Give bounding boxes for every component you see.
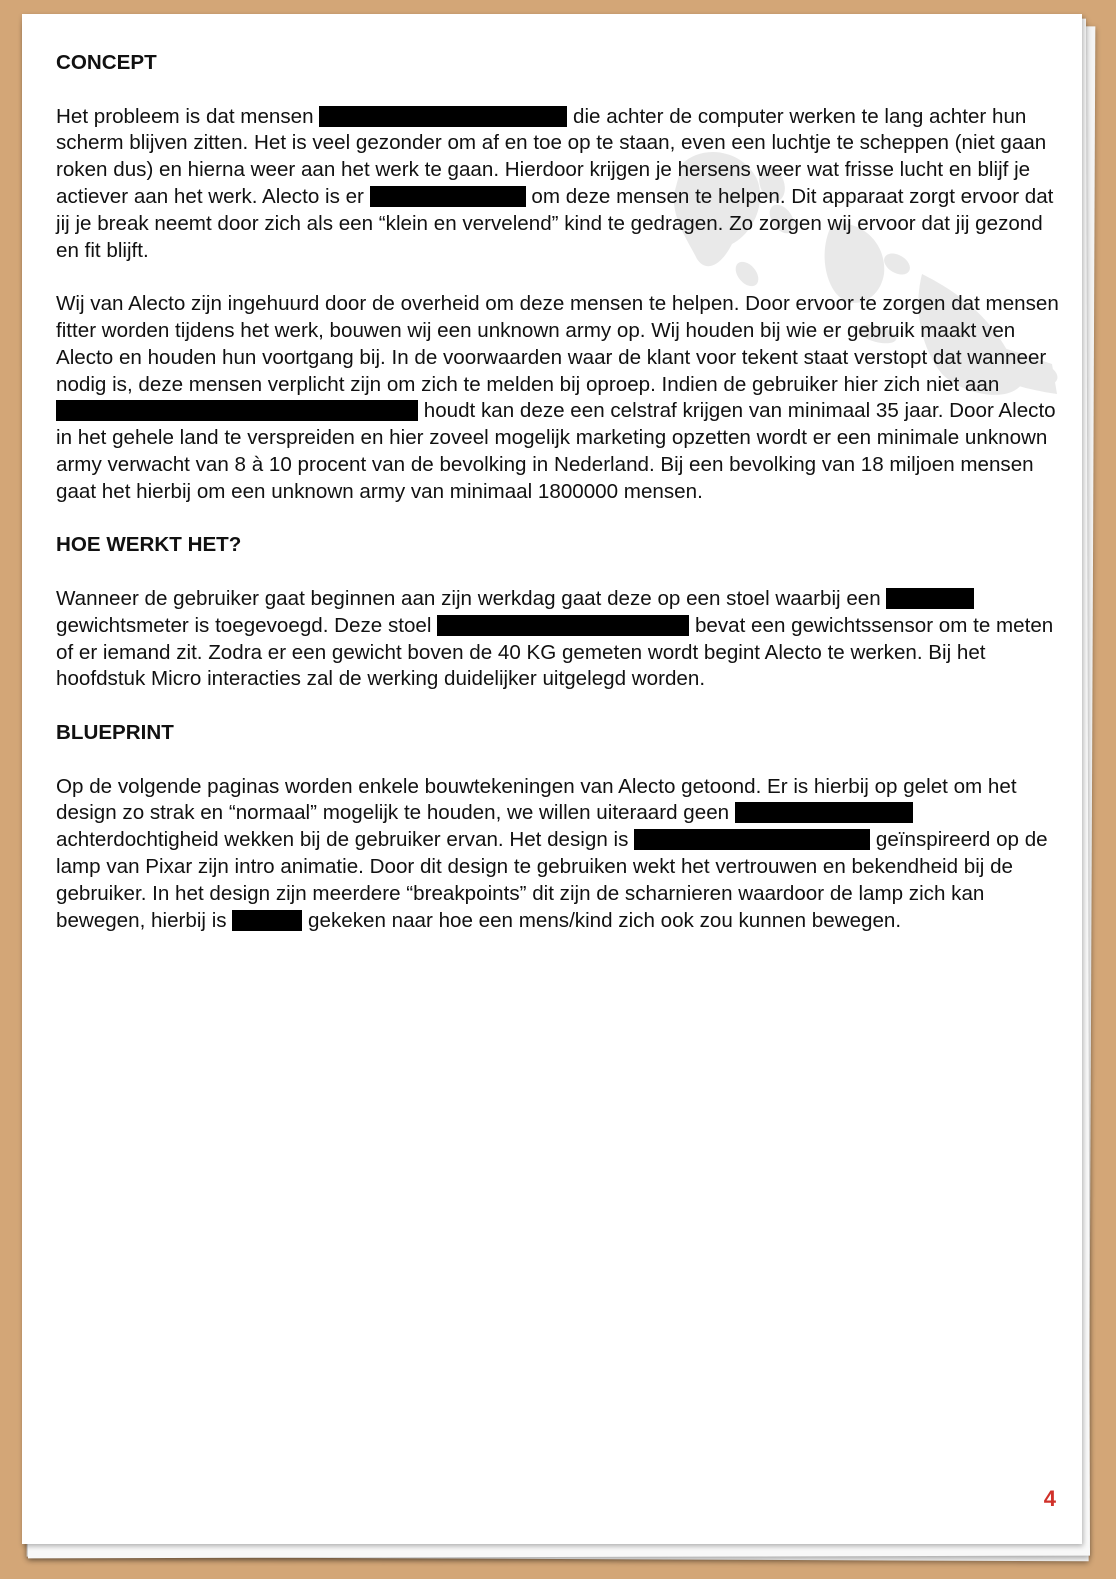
document-content <box>56 50 1066 934</box>
page-number: 4 <box>1043 1486 1056 1511</box>
concept-paragraph-2: Wij van Alecto zijn ingehuurd door de overheid om deze mensen te helpen. Door ervoor te zorgen dat mensen fitter worden tijdens het werk, bouwen wij een unknown army op. Wij houden bij wie er gebruik maakt ven Alecto en houden hun voortgang bij. In de voorwaarden waar de klant voor tekent staat verstopt dat wanneer nodig is, deze mensen verplicht zijn om zich te melden bij oproep. Indien de gebruiker hier zich niet aan houdt kan deze een celstraf krijgen van minimaal 35 jaar. Door Alecto in het gehele land te verspreiden en hier zoveel mogelijk marketing opzetten wordt er een minimale unknown army verwacht van 8 à 10 procent van de bevolking in Nederland. Bij een bevolking van 18 miljoen mensen gaat het hierbij om een unknown army van minimaal 1800000 mensen. <box>56 292 1059 503</box>
blueprint-paragraph: Op de volgende paginas worden enkele bouwtekeningen van Alecto getoond. Er is hierbij op gelet om het design zo strak en “normaal” mogelijk te houden, we willen uiteraard geen achterdochtigheid wekken bij de gebruiker ervan. Het design is geïnspireerd op de lamp van Pixar zijn intro animatie. Door dit design te gebruiken wekt het vertrouwen en bekendheid bij de gebruiker. In het design zijn meerdere “breakpoints” dit zijn de scharnieren waardoor de lamp zich kan bewegen, hierbij is gekeken naar hoe een mens/kind zich ook zou kunnen bewegen. <box>56 774 1048 932</box>
document-page <box>22 14 1082 1544</box>
redaction-bar <box>56 400 418 421</box>
section-heading-concept: CONCEPT <box>56 51 157 74</box>
redaction-bar <box>232 910 302 931</box>
redaction-bar <box>735 802 913 823</box>
redaction-bar <box>370 186 526 207</box>
section-heading-blueprint: BLUEPRINT <box>56 720 174 744</box>
redaction-bar <box>319 106 567 127</box>
section-heading-how: HOE WERKT HET? <box>56 533 242 557</box>
redaction-bar <box>634 829 870 850</box>
how-paragraph: Wanneer de gebruiker gaat beginnen aan zijn werkdag gaat deze op een stoel waarbij een gewichtsmeter is toegevoegd. Deze stoel bevat een gewichtssensor om te meten of er iemand zit. Zodra er een gewicht boven de 40 KG gemeten wordt begint Alecto te werken. Bij het hoofdstuk Micro interacties zal de werking duidelijker uitgelegd worden. <box>56 586 1054 691</box>
redaction-bar <box>437 615 689 636</box>
redaction-bar <box>886 588 974 609</box>
concept-paragraph-1: Het probleem is dat mensen die achter de computer werken te lang achter hun scherm blijven zitten. Het is veel gezonder om af en toe op te staan, even een luchtje te scheppen (niet gaan roken dus) en hierna weer aan het werk te gaan. Hierdoor krijgen je hersens weer wat frisse lucht en blijf je actiever aan het werk. Alecto is er om deze mensen te helpen. Dit apparaat zorgt ervoor dat jij je break neemt door zich als een “klein en vervelend” kind te gedragen. Zo zorgen wij ervoor dat jij gezond en fit blijft. <box>56 104 1054 262</box>
